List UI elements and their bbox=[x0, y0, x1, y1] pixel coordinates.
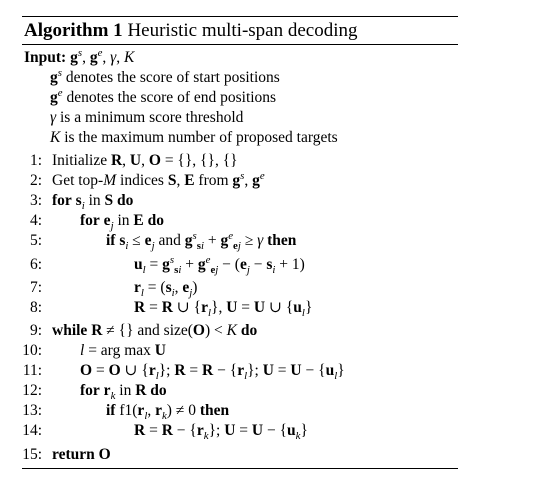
step-15: return O bbox=[52, 446, 111, 463]
step-8: R = R ∪ $\{r_l\}$, U = U ∪ $\{u_l\}$ bbox=[134, 299, 313, 320]
step-number: 6: bbox=[29, 256, 42, 273]
step-number: 9: bbox=[29, 322, 42, 339]
step-number: 3: bbox=[29, 192, 42, 209]
algorithm-caption bbox=[24, 20, 358, 42]
step-3: for $s_i$ in S do bbox=[52, 192, 134, 213]
step-13: if $f1(r_l$, $r_k) \ne 0$ then bbox=[106, 402, 230, 423]
step-number: 11: bbox=[22, 362, 42, 379]
input-line bbox=[24, 46, 135, 67]
step-6: $u_l = g^s_{si} + g^e_{ej} - (e_j - s_i + 1)$ bbox=[134, 253, 305, 277]
step-12: for $r_k$ in R do bbox=[80, 382, 167, 403]
step-1: Initialize R, U, O = {}, {}, {} bbox=[52, 152, 238, 169]
input-desc-4: K is the maximum number of proposed targets bbox=[50, 129, 338, 146]
step-10: l = arg max U bbox=[80, 342, 166, 359]
step-number: 5: bbox=[29, 232, 42, 249]
caption-label: Algorithm 1 bbox=[24, 20, 123, 41]
step-number: 1: bbox=[29, 152, 42, 169]
step-7: $r_l = (s_i$, $e_j$) bbox=[134, 279, 198, 300]
bottom-rule bbox=[22, 468, 458, 469]
caption-title: Heuristic multi-span decoding bbox=[127, 20, 358, 41]
step-number: 8: bbox=[29, 299, 42, 316]
step-11: O = O ∪ $\{r_l\}$; $R = R - \{r_l\}$; $U = U - \{u_l\}$ bbox=[80, 362, 345, 383]
step-number: 10: bbox=[22, 342, 42, 359]
input-desc-3: γ is a minimum score threshold bbox=[50, 109, 244, 126]
step-number: 12: bbox=[22, 382, 42, 399]
step-number: 2: bbox=[29, 172, 42, 189]
input-desc-2: $g^e$ denotes the score of end positions bbox=[50, 86, 277, 106]
step-9: while R ≠ {} and size(O) < K do bbox=[52, 322, 258, 339]
input-symbols: $g^s$, $g^e$, γ, K bbox=[70, 46, 135, 66]
step-14: $R = R - \{r_k\}$; $U = U - \{u_k\}$ bbox=[134, 422, 308, 443]
step-number: 7: bbox=[29, 279, 42, 296]
caption-rule bbox=[22, 44, 458, 45]
input-desc-1: $g^s$ denotes the score of start positions bbox=[50, 66, 280, 86]
top-rule bbox=[22, 16, 458, 17]
step-number: 15: bbox=[22, 446, 42, 463]
step-number: 14: bbox=[22, 422, 42, 439]
step-5: if $s_i \le e_j$ and $g^s_{si} + g^e_{ej} \ge \gamma$ then bbox=[106, 229, 297, 253]
step-number: 13: bbox=[22, 402, 42, 419]
step-2: Get top-M indices S, E from $g^s$, $g^e$ bbox=[52, 169, 265, 189]
input-label: Input: bbox=[24, 49, 67, 66]
step-number: 4: bbox=[29, 212, 42, 229]
step-4: for $e_j$ in E do bbox=[80, 212, 164, 233]
